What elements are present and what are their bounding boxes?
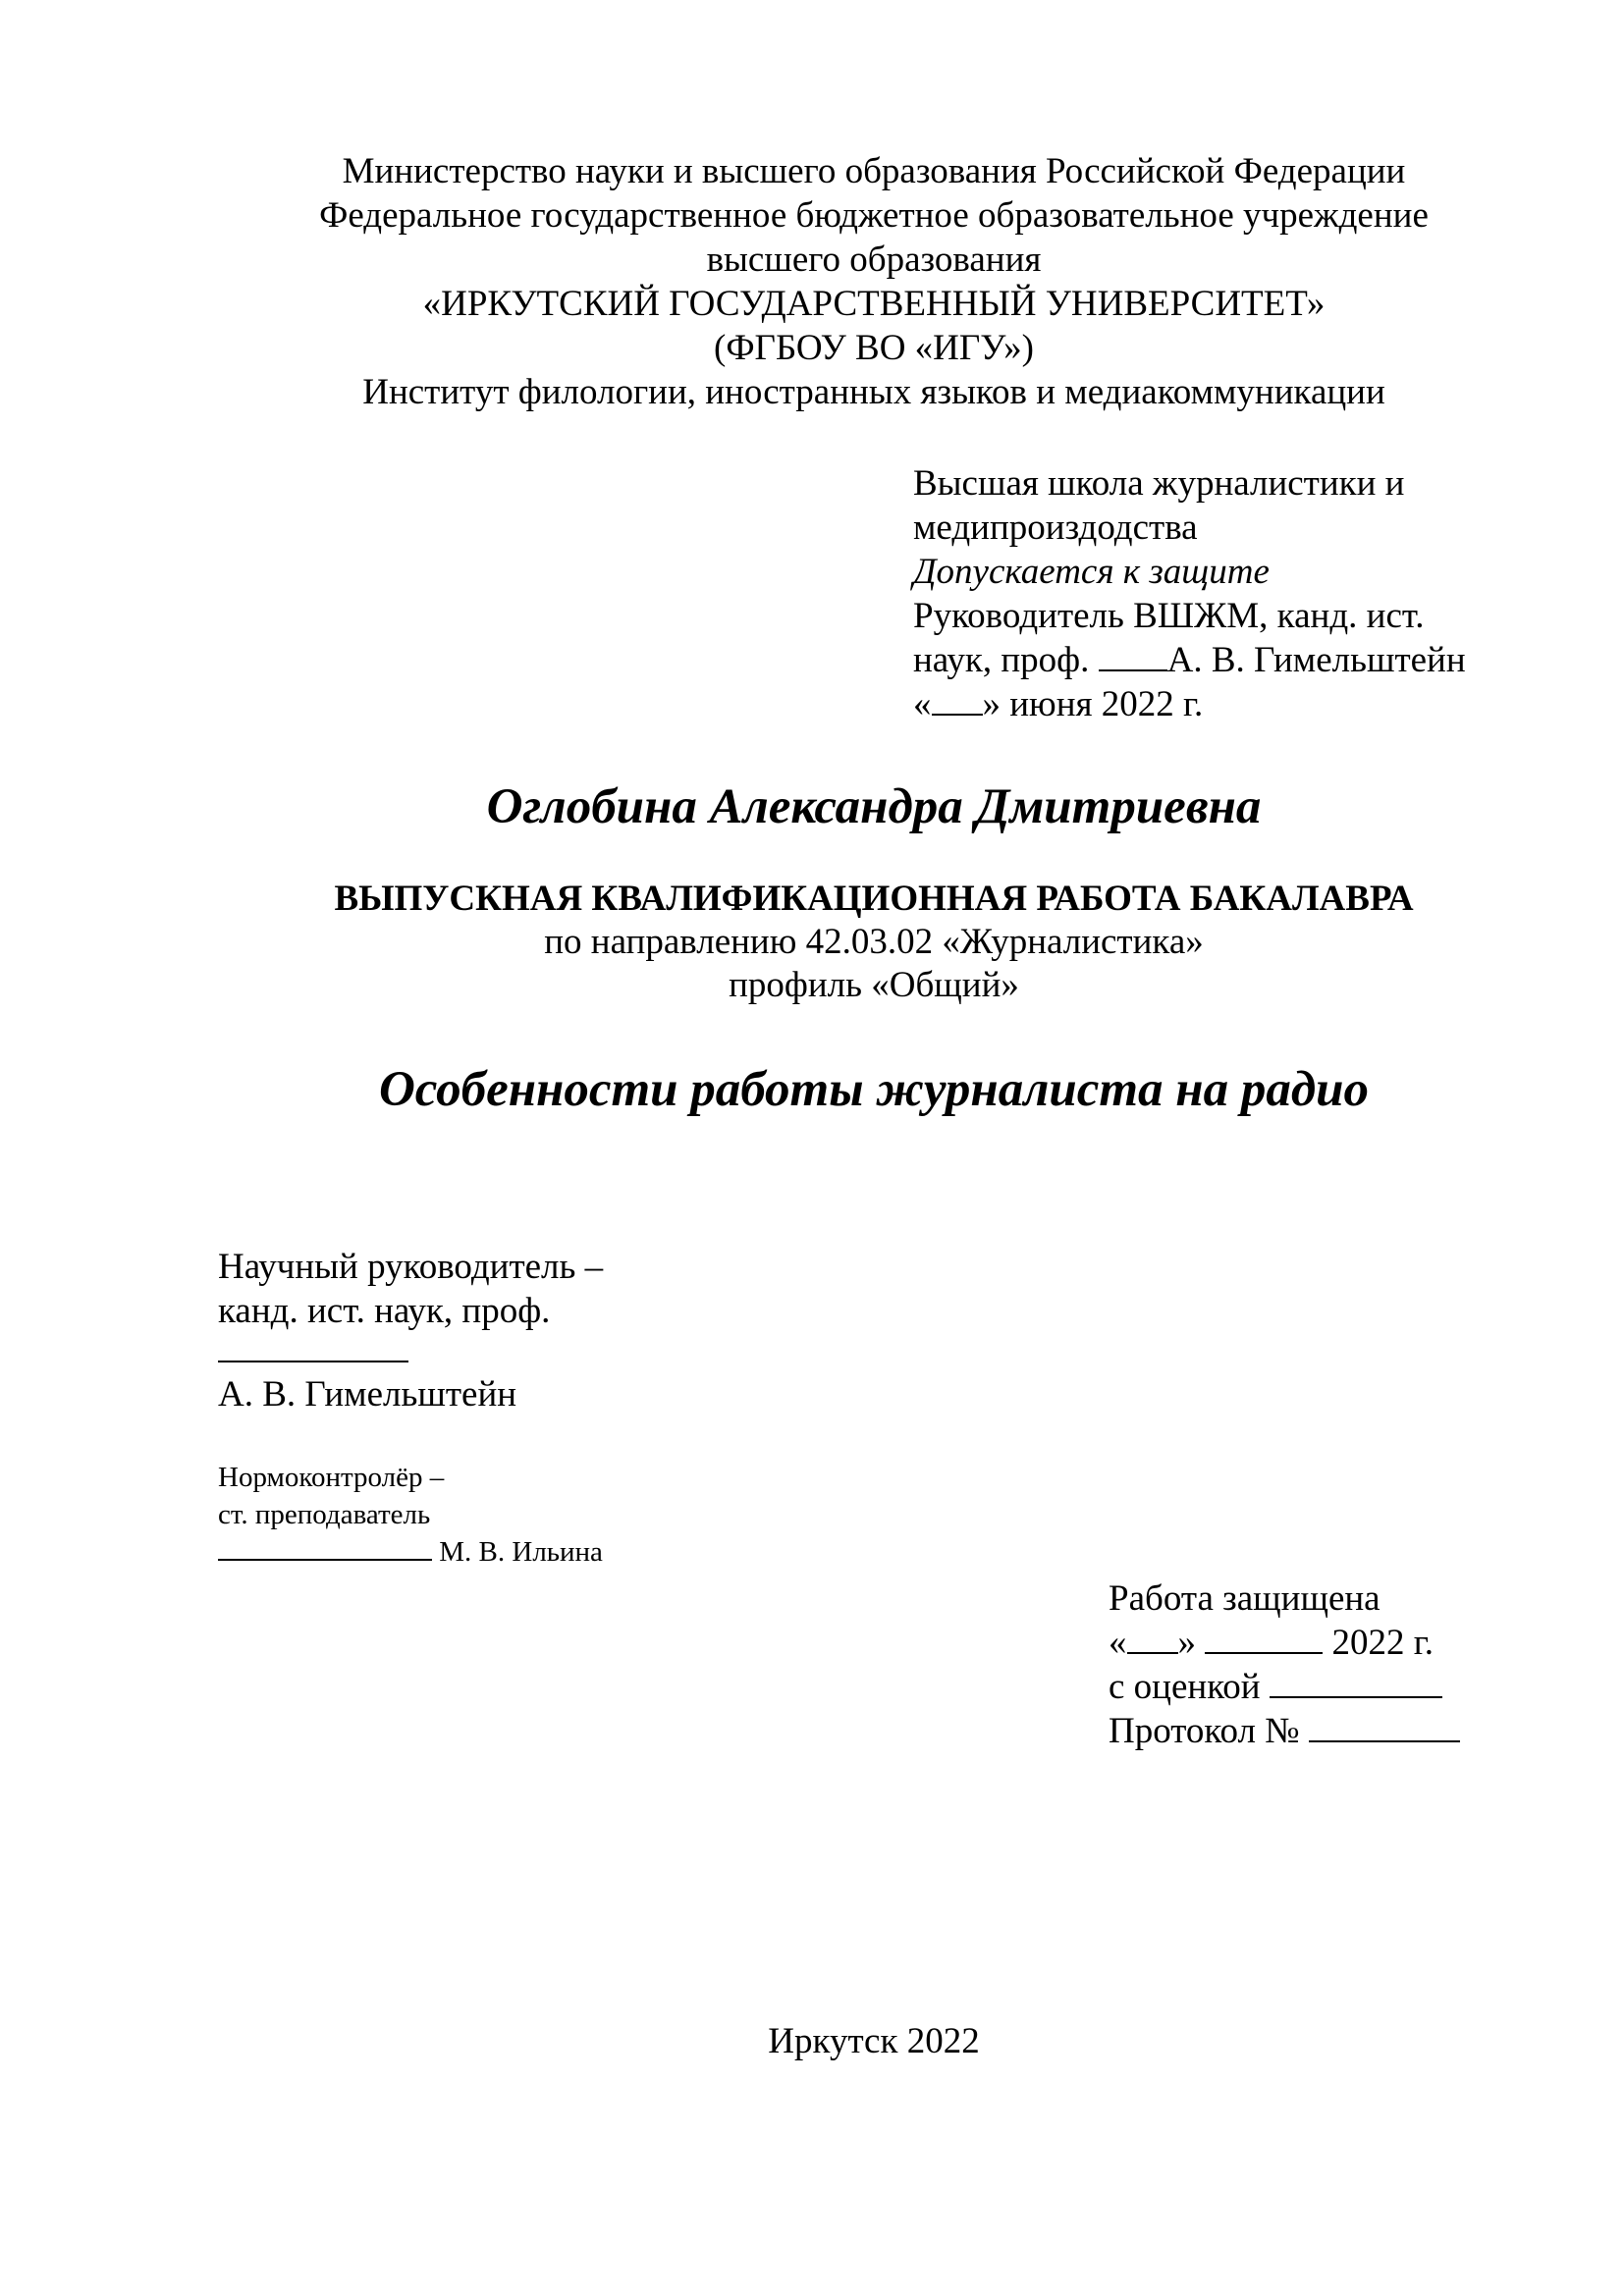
supervisor-block <box>218 1245 729 1416</box>
normcontrol-block <box>218 1459 729 1571</box>
defense-year: 2022 г. <box>1331 1623 1435 1663</box>
city-year: Иркутск 2022 <box>768 2021 980 2061</box>
ministry-line: Министерство науки и высшего образования Российской Федерации <box>342 151 1406 191</box>
supervisor-signature-line <box>218 1333 408 1362</box>
school-head-name: А. В. Гимельштейн <box>1166 640 1466 680</box>
defense-grade-line <box>1109 1665 1560 1709</box>
work-description <box>0 878 1624 1007</box>
head-signature-blank <box>1099 640 1167 671</box>
thesis-title: Особенности работы журналиста на радио <box>378 1062 1370 1117</box>
normcontrol-name: М. В. Ильина <box>439 1536 603 1568</box>
institute-name: Институт филологии, иностранных языков и медиакоммуникации <box>362 372 1385 412</box>
admitted-to-defense: Допускается к защите <box>913 552 1270 592</box>
school-name-line2: медипроиздодства <box>913 507 1198 548</box>
admission-block <box>913 461 1522 726</box>
university-name: «ИРКУТСКИЙ ГОСУДАРСТВЕННЫЙ УНИВЕРСИТЕТ» <box>422 284 1326 324</box>
admission-date-text: » июня 2022 г. <box>982 684 1204 724</box>
defense-block <box>1109 1576 1560 1753</box>
defense-day-blank <box>1127 1623 1178 1654</box>
education-level-line: высшего образования <box>706 240 1042 280</box>
work-profile: профиль «Общий» <box>729 965 1019 1005</box>
institution-header <box>0 149 1624 414</box>
defense-quote-close: » <box>1177 1623 1196 1663</box>
day-blank <box>932 684 983 716</box>
author-name: Оглобина Александра Дмитриевна <box>486 779 1262 834</box>
grade-label: с оценкой <box>1109 1667 1261 1707</box>
school-head-line2 <box>913 638 1522 682</box>
defense-date-line <box>1109 1621 1560 1665</box>
university-abbreviation: (ФГБОУ ВО «ИГУ») <box>714 328 1034 368</box>
grade-blank <box>1270 1667 1442 1698</box>
supervisor-label: Научный руководитель – <box>218 1247 604 1287</box>
work-direction: по направлению 42.03.02 «Журналистика» <box>544 922 1204 962</box>
protocol-label: Протокол № <box>1109 1711 1300 1751</box>
normcontrol-signature-blank <box>218 1535 432 1561</box>
defense-protocol-line <box>1109 1709 1560 1753</box>
supervisor-name: А. В. Гимельштейн <box>218 1374 517 1415</box>
normcontrol-sign-line <box>218 1533 729 1571</box>
defense-quote-open: « <box>1109 1623 1127 1663</box>
defense-status: Работа защищена <box>1109 1578 1380 1619</box>
normcontrol-position: ст. преподаватель <box>218 1499 431 1530</box>
school-head-line1: Руководитель ВШЖМ, канд. ист. <box>913 596 1425 636</box>
supervisor-degree: канд. ист. наук, проф. <box>218 1291 551 1331</box>
school-name-line1: Высшая школа журналистики и <box>913 463 1405 504</box>
admission-date-line <box>913 682 1522 726</box>
protocol-blank <box>1309 1711 1460 1742</box>
school-head-degree: наук, проф. <box>913 640 1090 680</box>
defense-month-blank <box>1205 1623 1323 1654</box>
work-type: ВЫПУСКНАЯ КВАЛИФИКАЦИОННАЯ РАБОТА БАКАЛАВРА <box>334 879 1414 919</box>
date-quote-open: « <box>913 684 932 724</box>
institution-type-line: Федеральное государственное бюджетное образовательное учреждение <box>319 195 1429 236</box>
normcontrol-label: Нормоконтролёр – <box>218 1462 445 1493</box>
